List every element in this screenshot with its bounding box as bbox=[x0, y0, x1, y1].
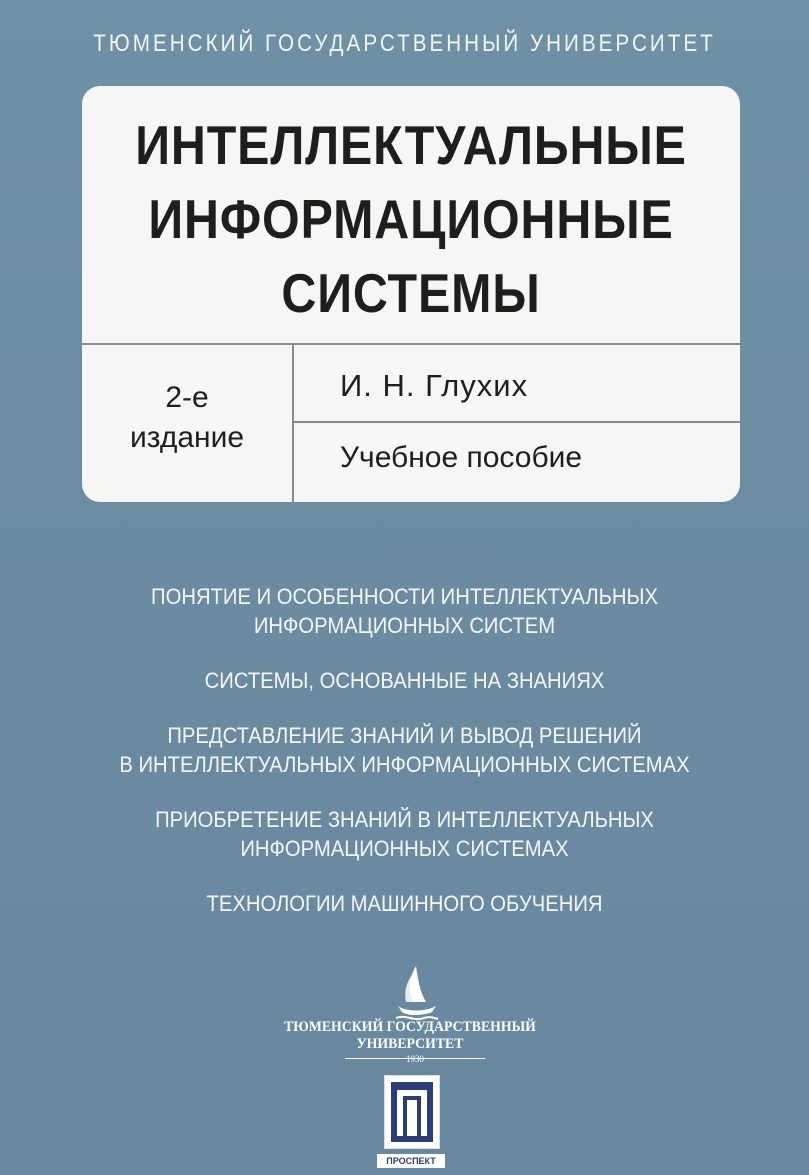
ship-sail-icon bbox=[392, 964, 442, 1024]
author-name: И. Н. Глухих bbox=[340, 368, 529, 403]
title-line: ИНТЕЛЛЕКТУАЛЬНЫЕ bbox=[135, 114, 687, 176]
topic-item bbox=[0, 805, 809, 863]
topic-item bbox=[0, 582, 809, 640]
edition-word: издание bbox=[129, 421, 245, 454]
university-logo-text bbox=[260, 1019, 560, 1053]
divider bbox=[82, 343, 740, 345]
topic-line: ПРИОБРЕТЕНИЕ ЗНАНИЙ В ИНТЕЛЛЕКТУАЛЬНЫХ bbox=[155, 807, 654, 832]
edition-label bbox=[82, 378, 292, 458]
topic-item bbox=[0, 666, 809, 695]
topic-line: ПРЕДСТАВЛЕНИЕ ЗНАНИЙ И ВЫВОД РЕШЕНИЙ bbox=[167, 723, 642, 748]
book-title bbox=[82, 108, 740, 330]
divider bbox=[294, 421, 740, 423]
topic-line: В ИНТЕЛЛЕКТУАЛЬНЫХ ИНФОРМАЦИОННЫХ СИСТЕМАХ bbox=[119, 752, 690, 777]
logo-line: ТЮМЕНСКИЙ ГОСУДАРСТВЕННЫЙ bbox=[284, 1019, 536, 1035]
logo-line: УНИВЕРСИТЕТ bbox=[356, 1036, 464, 1052]
topic-line: СИСТЕМЫ, ОСНОВАННЫЕ НА ЗНАНИЯХ bbox=[204, 668, 605, 693]
column-building-icon bbox=[384, 1075, 440, 1149]
title-box bbox=[82, 86, 740, 502]
title-line: ИНФОРМАЦИОННЫЕ bbox=[148, 188, 674, 250]
university-header: ТЮМЕНСКИЙ ГОСУДАРСТВЕННЫЙ УНИВЕРСИТЕТ bbox=[93, 30, 716, 57]
topic-line: ИНФОРМАЦИОННЫХ СИСТЕМАХ bbox=[240, 836, 569, 861]
topic-line: ТЕХНОЛОГИИ МАШИННОГО ОБУЧЕНИЯ bbox=[206, 891, 603, 916]
founding-year: 1930 bbox=[406, 1054, 424, 1064]
edition-number: 2-е bbox=[165, 381, 209, 414]
topic-line: ПОНЯТИЕ И ОСОБЕННОСТИ ИНТЕЛЛЕКТУАЛЬНЫХ bbox=[151, 584, 658, 609]
title-line: СИСТЕМЫ bbox=[281, 262, 541, 324]
divider bbox=[292, 345, 294, 502]
topic-line: ИНФОРМАЦИОННЫХ СИСТЕМ bbox=[253, 613, 556, 638]
topic-item bbox=[0, 721, 809, 779]
topics-list bbox=[0, 582, 809, 944]
book-type: Учебное пособие bbox=[340, 441, 583, 474]
publisher-name: ПРОСПЕКТ bbox=[377, 1154, 445, 1168]
topic-item bbox=[0, 889, 809, 918]
